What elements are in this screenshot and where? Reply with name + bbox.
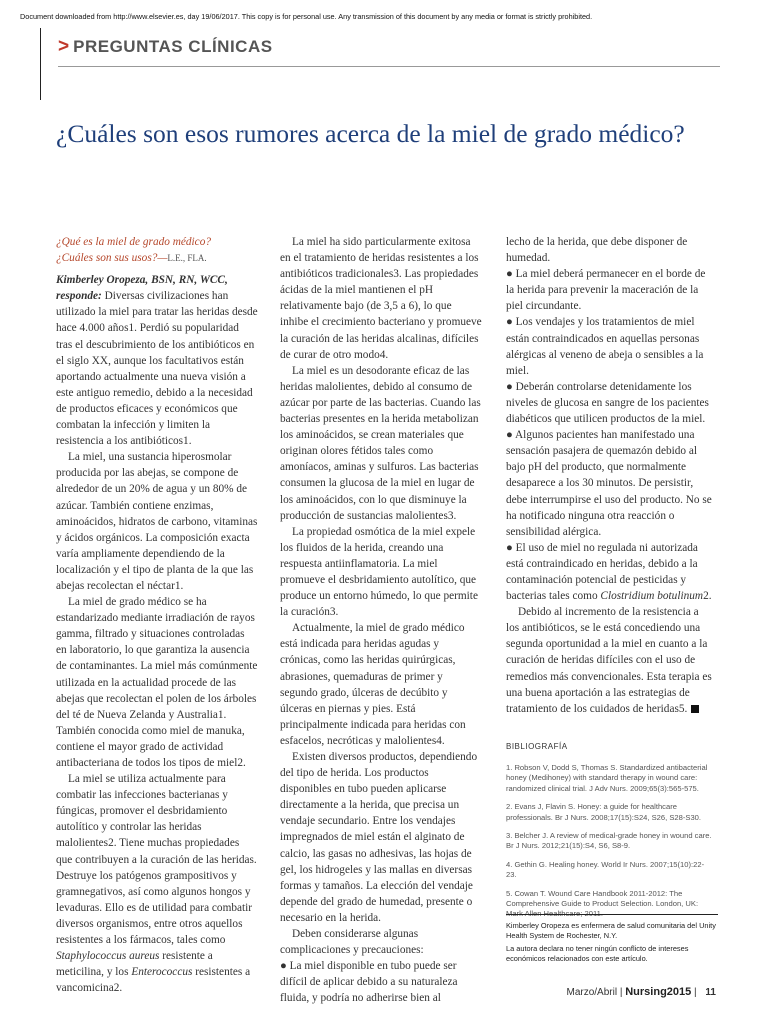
reference: 3. Belcher J. A review of medical-grade honey in wound care. Br J Nurs. 2012;21(15):S4, S6, S8-9.: [506, 830, 712, 851]
paragraph: La miel se utiliza actualmente para combatir las infecciones bacterianas y fúngicas, promover el desbridamiento autolítico y controlar las heridas malolientes2. Tiene muchas propiedades que contribuyen a la curación de las heridas. Destruye los patógenos grampositivos y gramnegativos, así como algunos hongos y levaduras. Ello es de utilidad para combatir diversos organismos, entre otros aquellos resistentes a los fármacos, tales como Staphylococcus aureus resistente a meticilina, y los Enterococcus resistentes a vancomicina2.: [56, 773, 257, 995]
question-initials: L.E., FLA.: [167, 253, 207, 264]
chevron-right-icon: >: [58, 36, 70, 57]
column-2: [280, 234, 482, 1007]
download-notice: Document downloaded from http://www.elsevier.es, day 19/06/2017. This copy is for personal use. Any transmission of this document by any media or format is strictly prohibited.: [20, 12, 593, 21]
author-bio: Kimberley Oropeza es enfermera de salud comunitaria del Unity Health System de Rochester, N.Y.: [506, 921, 716, 940]
question-line-2: ¿Cuáles son sus usos?—: [56, 252, 168, 265]
bibliography: [506, 739, 714, 920]
bullet-item: ● El uso de miel no regulada ni autorizada está contraindicado en heridas, debido a la contaminación potencial de pesticidas y bacterias tales como Clostridium botulinum2.: [506, 541, 712, 603]
article-title: ¿Cuáles son esos rumores acerca de la miel de grado médico?: [56, 119, 685, 148]
reference: 2. Evans J, Flavin S. Honey: a guide for healthcare professionals. Br J Nurs. 2008;17(15):S24, S26, S28-S30.: [506, 802, 702, 822]
section-label: PREGUNTAS CLÍNICAS: [73, 37, 273, 56]
author-info: [506, 914, 718, 967]
bullet-item: ● Los vendajes y los tratamientos de miel están contraindicados en aquellas personas alérgicas al veneno de abeja o sensibles a la miel.: [506, 316, 704, 377]
question-line-1: ¿Qué es la miel de grado médico?: [56, 236, 211, 248]
bullet-item: ● Deberán controlarse detenidamente los niveles de glucosa en sangre de los pacientes diabéticos que utilicen productos de la miel.: [506, 380, 709, 426]
journal-name: Nursing2015: [625, 986, 692, 998]
reference: 4. Gethin G. Healing honey. World Ir Nurs. 2007;15(10):22-23.: [506, 859, 705, 880]
reader-question: [56, 234, 258, 266]
paragraph: La miel es un desodorante eficaz de las heridas malolientes, debido al consumo de azúcar por parte de las bacterias. Cuando las bacterias presentes en la herida metabolizan los aminoácidos, se crean materiales que originan olores fétidos tales como amoníacos, aminas y sulfuros. Las bacterias consumen la glucosa de la miel en lugar de los aminoácidos, con lo que disminuye la producción de sustancias malolientes3.: [280, 364, 481, 522]
paragraph: Debido al incremento de la resistencia a los antibióticos, se le está concediendo una segunda oportunidad a la miel en cuanto a la curación de heridas difíciles con el uso de remedios más convencionales. Esta terapia es una buena aportación a las estrategias de tratamiento de los cuidados de heridas5.: [506, 606, 712, 715]
reference: 1. Robson V, Dodd S, Thomas S. Standardized antibacterial honey (Medihoney) with standard therapy in wound care: randomized clinical trial. J Adv Nurs. 2009;65(3):565-575.: [506, 762, 708, 793]
paragraph: Existen diversos productos, dependiendo del tipo de herida. Los productos disponibles en tubo pueden aplicarse directamente a la herida, que precisa un vendaje secundario. Entre los vendajes impregnados de miel están el alginato de calcio, las gasas no adhesivas, las hojas de gel, los hidrogeles y las mallas en diversas formas y tamaños. La elección del vendaje depende del grado de humedad, presente o necesario en la herida.: [280, 751, 478, 924]
paragraph: La propiedad osmótica de la miel expele los fluidos de la herida, creando una respuesta antiinflamatoria. La miel promueve el desbridamiento autolítico, que produce un entorno húmedo, lo que permite la curación3.: [280, 525, 478, 619]
column-1: [56, 234, 258, 996]
paragraph: Actualmente, la miel de grado médico está indicada para heridas agudas y crónicas, como las heridas quirúrgicas, abrasiones, quemaduras de primer y segundo grado, úlceras de decúbito y úlceras en piernas y pies. Está principalmente indicada para heridas con esfacelos, necróticas y malolientes4.: [280, 622, 466, 747]
bullet-continuation: lecho de la herida, que debe disponer de humedad.: [506, 236, 688, 265]
paragraph: La miel ha sido particularmente exitosa en el tratamiento de heridas resistentes a los antibióticos tradicionales3. Las propiedades ácidas de la miel mantienen el pH relativamente bajo (de 3,5 a 6), lo que inhibe el crecimiento bacteriano y promueve la curación de las heridas alcalinas, difíciles de curar de otro modo4.: [280, 236, 482, 361]
page-number: 11: [705, 987, 716, 998]
bullet-item: ● La miel disponible en tubo puede ser difícil de aplicar debido a su naturaleza fluida, y podría no adherirse bien al: [280, 960, 458, 1005]
bibliography-heading: BIBLIOGRAFÍA: [506, 741, 568, 751]
paragraph: La miel de grado médico se ha estandarizado mediante irradiación de rayos gamma, filtrado y situaciones controladas en laboratorio, lo que garantiza la ausencia de contaminantes. La miel más comúnmente utilizada en la actualidad procede de las abejas que recolectan el polen de los árboles del té de Nueva Zelanda y Australia1. También conocida como miel de manuka, contiene el mayor grado de actividad antibacteriana de todos los tipos de miel2.: [56, 596, 258, 769]
margin-rule: [40, 28, 41, 100]
section-header: [58, 36, 720, 67]
respondent-lead: Kimberley Oropeza, BSN, RN, WCC, responde:: [56, 274, 228, 303]
page-footer: Marzo/Abril | Nursing2015 | 11: [566, 986, 716, 998]
issue-date: Marzo/Abril: [566, 987, 618, 998]
reference: 5. Cowan T. Wound Care Handbook 2011-2012: The Comprehensive Guide to Product Selection. London, UK: Mark Allen Healthcare; 2011.: [506, 888, 699, 919]
column-3: [506, 234, 714, 928]
bullet-item: ● Algunos pacientes han manifestado una sensación pasajera de quemazón debido al bajo pH del producto, que normalmente desaparece a los 30 minutos. De persistir, debe interrumpirse el uso del producto. No se ha notificado ninguna otra reacción o sensibilidad alérgica.: [506, 429, 712, 538]
conflict-statement: La autora declara no tener ningún conflicto de intereses económicos relacionados con este artículo.: [506, 944, 689, 963]
bullet-item: ● La miel deberá permanecer en el borde de la herida para prevenir la maceración de la piel circundante.: [506, 268, 706, 313]
paragraph: Deben considerarse algunas complicaciones y precauciones:: [280, 928, 424, 957]
paragraph: La miel, una sustancia hiperosmolar producida por las abejas, se compone de alrededor de un 20% de agua y un 80% de azúcar. También contiene enzimas, aminoácidos, hidratos de carbono, vitaminas y ácidos orgánicos. La composición exacta varía ampliamente dependiendo de la localización y el tipo de planta de la que las abejas recolectan el néctar1.: [56, 451, 258, 592]
end-mark-icon: [691, 705, 699, 713]
paragraph: Kimberley Oropeza, BSN, RN, WCC, responde: Diversas civilizaciones han utilizado la miel para tratar las heridas desde hace 4.000 años1. Perdió su popularidad tras el descubrimiento de los antibióticos en el siglo XX, aunque los facultativos están aportando actualmente una nueva visión a este antiguo remedio, debido a la necesidad de productos eficaces y económicos que combatan la infección y limiten la resistencia a los antibióticos1.: [56, 274, 258, 448]
